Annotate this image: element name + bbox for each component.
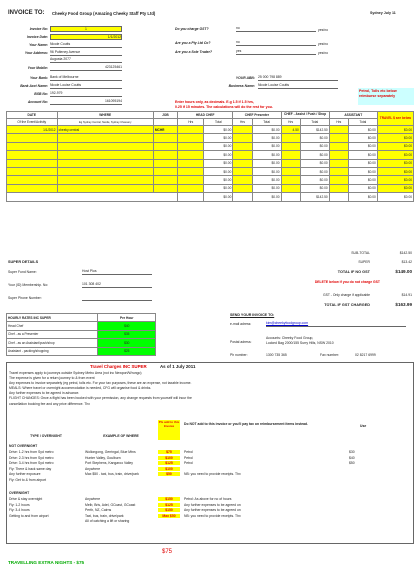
rate-value: $25 <box>98 347 156 355</box>
trader-yesno-hint: yes/no <box>318 51 328 55</box>
invoice-title: INVOICE TO: <box>8 10 45 16</box>
row-hc-hrs[interactable] <box>177 159 203 167</box>
send-postal-line-1: Accounts: Cheeky Food Group, <box>266 336 314 340</box>
row-hc-hrs[interactable] <box>177 167 203 175</box>
travel-type: Fly: 1-2 hours <box>9 502 30 507</box>
row-hc-total: $0.00 <box>204 134 233 142</box>
row-cp-hrs[interactable] <box>233 184 252 192</box>
row-hc-hrs[interactable] <box>177 134 203 142</box>
timesheet-row <box>7 159 414 167</box>
row-where[interactable] <box>57 167 153 175</box>
ptyltd-yesno-hint: yes/no <box>318 42 328 46</box>
total-nogst-value: $149.00 <box>395 269 412 274</box>
travel-type: Drive: 1-2 hrs from Syd metro <box>9 450 54 454</box>
send-email-link[interactable]: kim@cheekyfoodgroup.com <box>266 321 406 327</box>
travel-bullet: FLIGHT CHANGES: Once a flight has been booked with your permission, any change requests from yourself will incur the <box>9 396 192 401</box>
total-ca: $142.50 <box>300 193 329 201</box>
row-cp-total: $0.00 <box>252 159 281 167</box>
col-job: JOB <box>153 112 177 119</box>
row-job[interactable] <box>153 159 177 167</box>
rate-row <box>7 330 156 338</box>
row-cp-hrs[interactable] <box>233 167 252 175</box>
travel-add: $100 <box>158 456 180 460</box>
travel-row <box>9 478 409 484</box>
row-cp-total: $0.00 <box>252 142 281 150</box>
row-job[interactable] <box>153 151 177 159</box>
bsb-field[interactable]: 192-979 <box>50 91 122 97</box>
row-ca-total: $0.00 <box>300 134 329 142</box>
travel-item: Petrol <box>184 450 193 454</box>
travel-where: Anywhere <box>85 497 101 501</box>
hours-note-line-1: Enter hours only, as decimals. E.g 1.5 if 1.5 hrs, <box>175 100 254 104</box>
row-hc-total: $0.00 <box>204 184 233 192</box>
row-job[interactable] <box>153 142 177 150</box>
row-where[interactable] <box>57 184 153 192</box>
travel-type: Fly: There & back same day <box>9 466 52 471</box>
send-email-label: e-mail adress: <box>230 322 252 326</box>
petrol-note: Petrol, Tolls etc below reimburse separately <box>358 88 414 105</box>
invoice-no-field[interactable]: 1 <box>50 26 122 32</box>
extra-nights-label: TRAVELLING EXTRA NIGHTS - $75 <box>8 560 85 565</box>
send-postal-label: Postal adress: <box>230 340 252 344</box>
row-where[interactable] <box>57 159 153 167</box>
travel-bullet: cancellation booking fee and any price difference. Thx <box>9 401 90 406</box>
row-date[interactable] <box>7 159 58 167</box>
row-cp-hrs[interactable] <box>233 159 252 167</box>
row-date[interactable]: 1/1/2012 <box>7 126 58 134</box>
row-hc-total: $0.00 <box>204 142 233 150</box>
timesheet-row <box>7 126 414 134</box>
rate-row <box>7 322 156 330</box>
sub-cp-total: Total <box>252 119 281 126</box>
timesheet-row <box>7 151 414 159</box>
send-fax-label: Fax number: <box>320 353 340 357</box>
row-travel[interactable]: $0.00 <box>377 142 413 150</box>
send-fax-value: 02 8217 6999 <box>355 353 376 357</box>
row-travel[interactable]: $0.00 <box>377 184 413 192</box>
trader-answer[interactable]: yes <box>236 49 316 55</box>
subtotal-label: SUB-TOTAL <box>351 251 370 255</box>
travel-amt: $50 <box>349 461 355 466</box>
row-cp-hrs[interactable] <box>233 142 252 150</box>
row-as-total: $0.00 <box>348 151 377 159</box>
row-hc-total: $0.00 <box>204 126 233 134</box>
col-date: DATE <box>7 112 58 119</box>
col-chef-assist: CHEF - Assist / Push / Shop <box>281 112 329 119</box>
travel-type: Fly: 3-4 hours <box>9 508 30 513</box>
row-job[interactable] <box>153 184 177 192</box>
abn-field[interactable]: 25 000 798 889 <box>258 75 338 81</box>
travel-bullet: Travel expenses apply to journeys outside Sydney Metro Area (not inc Newport/Wrungo) <box>9 371 142 375</box>
row-travel[interactable]: $0.00 <box>377 134 413 142</box>
total-gst-label: TOTAL IF GST CHARGED <box>324 303 370 307</box>
invoice-date-label: Invoice Date: <box>26 35 48 39</box>
travel-bullet: Any expenses to invoice separately (eg petrol, tolls etc. For your tax purposes, these are an expense, not taxable income. <box>9 381 192 386</box>
travel-col-type: TYPE / OVERNIGHT <box>30 434 62 438</box>
send-postal-line-2: Locked Bag 2000/155 Surry Hills, NSW 2010 <box>266 341 334 345</box>
total-nogst-label: TOTAL IF NO GST <box>337 270 370 274</box>
col-travel: TRAVEL $ see below <box>377 112 413 126</box>
travel-bullets <box>9 371 409 407</box>
account-no-label: Account No: <box>27 100 48 104</box>
row-as-hrs[interactable] <box>329 167 348 175</box>
row-as-total: $0.00 <box>348 142 377 150</box>
row-as-hrs[interactable] <box>329 126 348 134</box>
travel-where: Wollongong, Gerringal, Blue Mtns <box>85 450 136 454</box>
travel-col-use: Use <box>360 424 367 428</box>
overnight-label: OVERNIGHT <box>9 491 30 495</box>
account-no-field[interactable]: 161095194 <box>50 99 122 105</box>
gst-value: $14.91 <box>401 293 412 297</box>
travel-where: Perth, NZ, Cairns <box>85 508 112 513</box>
sub-ca-total: Total <box>300 119 329 126</box>
send-phone-value: 1300 735 365 <box>266 353 287 357</box>
membership-label: Your (ID) Membership. No: <box>8 283 49 287</box>
bank-account-name-label: Bank Acct Name: <box>20 84 48 88</box>
sub-as-hrs: Hrs <box>329 119 348 126</box>
travel-add: Max $50 <box>158 514 180 518</box>
business-name-field[interactable]: Nicole Louise Coutts <box>258 83 338 89</box>
timesheet-table <box>6 111 414 202</box>
hours-note-line-2: 0.25 if 15 minutes. The calculations will do the rest for you. <box>175 105 273 109</box>
row-date[interactable] <box>7 167 58 175</box>
travel-item: Petrol <box>184 461 193 466</box>
rate-row <box>7 347 156 355</box>
travel-type: Drive: 2-3 hrs from Syd metro <box>9 455 54 460</box>
travel-type: Drive: 3-4 hrs from Syd metro <box>9 461 54 466</box>
trader-question: Are you a Sole Trader? <box>175 50 213 54</box>
mobile-field[interactable]: 423125461 <box>50 65 122 71</box>
row-hc-hrs[interactable] <box>177 184 203 192</box>
row-hc-total: $0.00 <box>204 167 233 175</box>
row-job[interactable]: MCHR <box>153 126 177 134</box>
sub-where: Eg Sydney Central, Nestle, Sydney Cheesery <box>57 119 153 126</box>
timesheet-row <box>7 167 414 175</box>
travel-item: NB: you need to provide receipts. Thx <box>184 513 241 518</box>
row-date[interactable] <box>7 142 58 150</box>
rate-value: $30 <box>98 339 156 347</box>
travel-item: Petrol: As above for no of hours <box>184 497 232 501</box>
rate-role: Assistant - packing/shopping <box>7 347 98 355</box>
row-ca-hrs[interactable] <box>281 184 300 192</box>
travel-where: Port Stephens, Kangaroo Valley <box>85 461 134 466</box>
travel-where: Hunter Valley, Goulburn <box>85 455 121 460</box>
hourly-rates-title: HOURLY RATES INC SUPER <box>7 314 98 322</box>
address-label: Your Address: <box>24 51 48 55</box>
travel-item: NB: you need to provide receipts. Thx <box>184 472 241 477</box>
row-as-total: $0.00 <box>348 167 377 175</box>
timesheet-row <box>7 184 414 192</box>
row-as-total: $0.00 <box>348 159 377 167</box>
row-travel[interactable]: $0.00 <box>377 126 413 134</box>
address-line-1[interactable]: 96 Pulteney Avenue <box>50 50 122 56</box>
row-as-hrs[interactable] <box>329 184 348 192</box>
address-line-2[interactable]: Augusta 2077 <box>50 57 122 63</box>
row-travel[interactable]: $0.00 <box>377 151 413 159</box>
travel-add: $125 <box>158 461 180 465</box>
row-hc-total: $0.00 <box>204 151 233 159</box>
row-cp-hrs[interactable] <box>233 176 252 184</box>
travel-item: Petrol <box>184 455 193 460</box>
send-phone-label: Ph number: <box>230 353 248 357</box>
row-cp-total: $0.00 <box>252 134 281 142</box>
travel-bullet: The expense is given for a return journey to & from event <box>9 376 95 381</box>
travel-col-pls-add: Pls add to this Invoice <box>158 420 180 440</box>
travel-where: Max $50 - taxi, bus, train, drive/park <box>85 472 139 477</box>
travel-add: $100 <box>158 467 180 471</box>
rate-value: $35 <box>98 330 156 338</box>
travel-amt: $30 <box>349 450 355 454</box>
row-ca-hrs[interactable] <box>281 134 300 142</box>
row-cp-total: $0.00 <box>252 126 281 134</box>
row-where[interactable]: cheeky central <box>57 126 153 134</box>
row-travel[interactable]: $0.00 <box>377 167 413 175</box>
travel-type: Getting to and from airport <box>9 513 49 518</box>
travel-add: $150 <box>158 508 180 512</box>
gst-yesno-hint: yes/no <box>318 28 328 32</box>
travel-bullet: Any further expenses to be agreed in advance. <box>9 391 80 396</box>
row-ca-hrs[interactable] <box>281 151 300 159</box>
gst-question: Do you charge GST? <box>175 27 209 31</box>
travel-where: Melb, Bris, Adel, GCoast, GCoast <box>85 502 136 507</box>
row-job[interactable] <box>153 176 177 184</box>
row-date[interactable] <box>7 184 58 192</box>
rate-role: Head Chef <box>7 322 98 330</box>
hourly-rates-table <box>6 313 156 356</box>
row-as-hrs[interactable] <box>329 142 348 150</box>
row-date[interactable] <box>7 151 58 159</box>
rate-role: Chef - as a Presenter <box>7 330 98 338</box>
row-ca-total: $0.00 <box>300 167 329 175</box>
row-where[interactable] <box>57 134 153 142</box>
ptyltd-question: Are you a Pty Ltd Co? <box>175 41 211 45</box>
invoice-no-label: Invoice No: <box>29 27 48 31</box>
mobile-label: Your Mobile: <box>27 66 48 70</box>
sub-hc-total: Total <box>204 119 233 126</box>
travel-title: Travel Charges INC SUPER <box>90 364 147 369</box>
sub-as-total: Total <box>348 119 377 126</box>
total-as: $0.00 <box>348 193 377 201</box>
row-ca-hrs[interactable] <box>281 167 300 175</box>
travel-where: All of catching a lift or sharing <box>85 519 130 524</box>
total-cp: $0.00 <box>252 193 281 201</box>
row-job[interactable] <box>153 167 177 175</box>
row-hc-total: $0.00 <box>204 159 233 167</box>
sub-cp-hrs: Hrs <box>233 119 252 126</box>
business-name-label: Business Name: <box>228 84 255 88</box>
ptyltd-answer[interactable]: no <box>236 40 316 46</box>
row-cp-hrs[interactable] <box>233 151 252 159</box>
row-cp-hrs[interactable] <box>233 126 252 134</box>
rate-value: $40 <box>98 322 156 330</box>
total-travel: $0.00 <box>377 193 413 201</box>
city-date: Sydney July 11 <box>370 11 396 15</box>
row-ca-total: $0.00 <box>300 184 329 192</box>
super-phone-field[interactable] <box>82 295 152 301</box>
row-hc-hrs[interactable] <box>177 126 203 134</box>
row-where[interactable] <box>57 151 153 159</box>
row-job[interactable] <box>153 134 177 142</box>
row-cp-total: $0.00 <box>252 151 281 159</box>
rate-row <box>7 339 156 347</box>
abn-label: YOUR ABN: <box>235 76 255 80</box>
bank-field[interactable]: Bank of Melbourne <box>50 75 122 81</box>
membership-field[interactable]: 101 308 402 <box>82 282 152 288</box>
gst-note: GST - Only charge if applicable <box>322 293 370 297</box>
travel-where: Anywhere <box>85 466 101 471</box>
super-value: $13.42 <box>401 260 412 264</box>
extra-nights-value: $75 <box>162 549 173 555</box>
super-details-title: SUPER DETAILS <box>8 260 39 264</box>
row-where[interactable] <box>57 176 153 184</box>
row-as-total: $0.00 <box>348 184 377 192</box>
row-ca-total: $0.00 <box>300 159 329 167</box>
row-as-hrs[interactable] <box>329 134 348 142</box>
col-chef-presenter: CHEF Presenter <box>233 112 281 119</box>
total-hc: $0.00 <box>204 193 233 201</box>
row-travel[interactable]: $0.00 <box>377 176 413 184</box>
row-cp-total: $0.00 <box>252 184 281 192</box>
row-where[interactable] <box>57 142 153 150</box>
row-date[interactable] <box>7 176 58 184</box>
travel-add: $125 <box>158 503 180 507</box>
row-hc-total: $0.00 <box>204 176 233 184</box>
bsb-label: BSB No: <box>34 92 48 96</box>
delete-gst-note: DELETE below if you do not charge GST <box>314 280 380 284</box>
timesheet-row <box>7 134 414 142</box>
travel-add: $50 <box>158 472 180 476</box>
travel-where: Taxi, bus, train, drive/park <box>85 513 124 518</box>
travel-row <box>9 519 409 525</box>
col-head-chef: HEAD CHEF <box>177 112 232 119</box>
travel-col-do-not-add: Do NOT add to this invoice or you'll pay tax on reimbursement items instead. <box>184 422 309 426</box>
row-cp-total: $0.00 <box>252 167 281 175</box>
row-as-hrs[interactable] <box>329 176 348 184</box>
row-date[interactable] <box>7 134 58 142</box>
row-cp-hrs[interactable] <box>233 134 252 142</box>
travel-item: Any further expenses to be agreed on <box>184 502 241 507</box>
row-cp-total: $0.00 <box>252 176 281 184</box>
subtotal-value: $142.50 <box>399 251 412 255</box>
row-hc-hrs[interactable] <box>177 151 203 159</box>
row-as-total: $0.00 <box>348 134 377 142</box>
row-as-total: $0.00 <box>348 176 377 184</box>
not-overnight-label: NOT OVERNIGHT <box>9 444 38 448</box>
row-travel[interactable]: $0.00 <box>377 159 413 167</box>
travel-item: Any further expenses to be agreed on <box>184 508 241 513</box>
name-label: Your Name: <box>29 43 48 47</box>
super-fund-label: Super Fund Name: <box>8 270 37 274</box>
travel-type: Fly: Get to & from airport <box>9 477 47 482</box>
bank-account-name-field[interactable]: Nicole Louise Coutts <box>50 83 122 89</box>
travel-type: Any further exposure <box>9 472 41 477</box>
row-ca-total: $0.00 <box>300 151 329 159</box>
row-ca-hrs[interactable] <box>281 159 300 167</box>
send-to-title: SEND YOUR INVOICE TO: <box>230 313 275 317</box>
row-ca-total: $0.00 <box>300 176 329 184</box>
row-ca-hrs[interactable]: 4.50 <box>281 126 300 134</box>
sub-ca-hrs: Hrs <box>281 119 300 126</box>
travel-add: $150 <box>158 497 180 501</box>
col-assistant: ASSISTANT <box>329 112 377 119</box>
invoice-date-field[interactable]: 1/1/2012 <box>50 34 122 40</box>
row-as-total: $0.00 <box>348 126 377 134</box>
timesheet-row <box>7 142 414 150</box>
travel-add: $75 <box>158 450 180 454</box>
sub-date: Of the Event/Activity <box>7 119 58 126</box>
travel-col-example: EXAMPLE OF WHERE <box>103 434 139 438</box>
travel-type: Drive & stay overnight <box>9 497 43 501</box>
row-ca-total: $142.50 <box>300 126 329 134</box>
col-where: WHERE <box>57 112 153 119</box>
row-as-hrs[interactable] <box>329 151 348 159</box>
row-ca-hrs[interactable] <box>281 142 300 150</box>
row-as-hrs[interactable] <box>329 159 348 167</box>
super-phone-label: Super Phone Number: <box>8 296 42 300</box>
travel-amt: $40 <box>349 455 355 460</box>
gst-answer[interactable]: no <box>236 26 316 32</box>
name-field[interactable]: Nicole Coutts <box>50 42 122 48</box>
travel-subtitle: As of 1 July 2011 <box>160 364 196 369</box>
total-gst-value: $163.99 <box>395 302 412 307</box>
bank-label: Your Bank: <box>30 76 48 80</box>
row-ca-hrs[interactable] <box>281 176 300 184</box>
per-hour-label: Per Hour <box>98 314 156 322</box>
sub-hc-hrs: Hrs <box>177 119 203 126</box>
super-fund-field[interactable]: Host Plus <box>82 269 152 275</box>
row-ca-total: $0.00 <box>300 142 329 150</box>
rate-role: Chef - as an Assistant/push/shop <box>7 339 98 347</box>
travel-bullet: MEALS: Where travel or overnight accommodation is needed, CFG will organise food & drinks. <box>9 386 152 391</box>
row-hc-hrs[interactable] <box>177 142 203 150</box>
super-label: SUPER <box>358 260 370 264</box>
row-hc-hrs[interactable] <box>177 176 203 184</box>
company-name: Cheeky Food Group (Amazing Cheeky Staff Pty Ltd) <box>52 11 156 16</box>
timesheet-row <box>7 176 414 184</box>
